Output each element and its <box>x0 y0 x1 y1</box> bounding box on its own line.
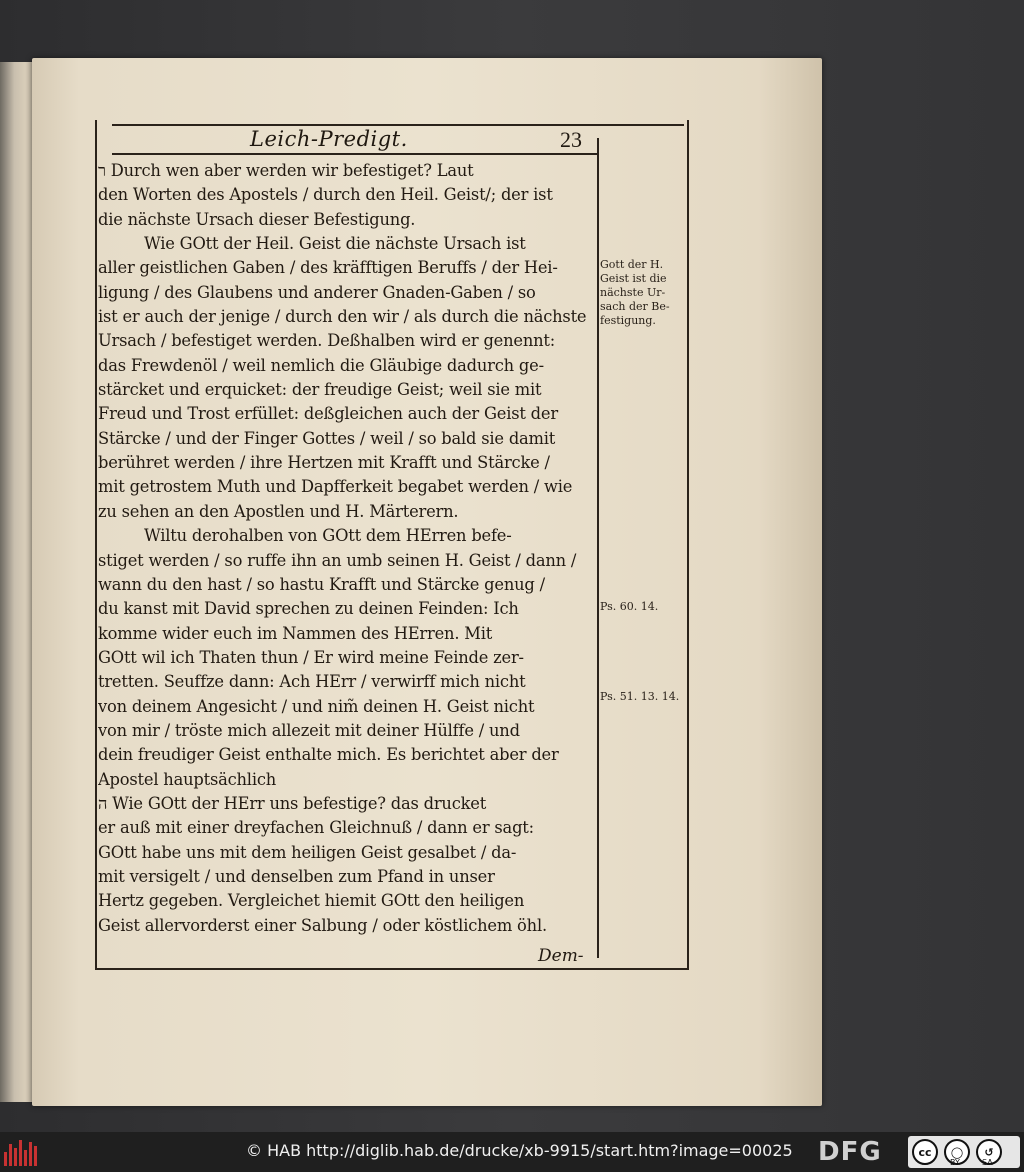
text-line: Stärcke / und der Finger Gottes / weil / so bald sie damit <box>98 428 556 448</box>
text-line: Wie GOtt der Heil. Geist die nächste Ursach ist <box>144 234 526 254</box>
text-line: ר Durch wen aber werden wir befestiget? Laut <box>98 161 474 180</box>
text-line: zu sehen an den Apostlen und H. Märterern. <box>98 501 459 521</box>
text-line: stärcket und erquicket: der freudige Geist; weil sie mit <box>98 380 542 400</box>
text-line: von deinem Angesicht / und nim̃ deinen H. Geist nicht <box>98 696 535 716</box>
margin-note-3 <box>600 690 680 704</box>
copyright-link[interactable]: © HAB http://diglib.hab.de/drucke/xb-9915/start.htm?image=00025 <box>246 1141 793 1160</box>
text-line: Wiltu derohalben von GOtt dem HErren befe- <box>144 526 512 546</box>
text-line: GOtt wil ich Thaten thun / Er wird meine Feinde zer- <box>98 647 524 667</box>
margin-note-line: nächste Ur- <box>600 286 666 299</box>
text-line: von mir / tröste mich allezeit mit deiner Hülffe / und <box>98 720 520 740</box>
text-line: ה Wie GOtt der HErr uns befestige? das drucket <box>98 793 487 813</box>
head-rule <box>112 153 597 155</box>
text-line: GOtt habe uns mit dem heiligen Geist gesalbet / da- <box>98 842 517 862</box>
margin-note-1 <box>600 258 680 328</box>
cc-icon: cc <box>912 1139 938 1165</box>
dfg-logo[interactable]: DFG <box>818 1137 882 1167</box>
text-line: berühret werden / ihre Hertzen mit Krafft und Stärcke / <box>98 453 550 473</box>
text-line: stiget werden / so ruffe ihn an umb seinen H. Geist / dann / <box>98 550 577 570</box>
text-line: den Worten des Apostels / durch den Heil. Geist/; der ist <box>98 185 553 205</box>
margin-note-line: festigung. <box>600 314 656 327</box>
text-line: das Frewdenöl / weil nemlich die Gläubige dadurch ge- <box>98 355 544 375</box>
text-line: die nächste Ursach dieser Befestigung. <box>98 209 416 229</box>
margin-note-line: Ps. 60. 14. <box>600 600 659 613</box>
text-line: tretten. Seuffze dann: Ach HErr / verwirff mich nicht <box>98 672 526 692</box>
text-line: ist er auch der jenige / durch den wir / als durch die nächste <box>98 307 587 327</box>
text-line: komme wider euch im Nammen des HErren. Mit <box>98 623 493 643</box>
text-line: er auß mit einer dreyfachen Gleichnuß / dann er sagt: <box>98 818 534 838</box>
text-line: du kanst mit David sprechen zu deinen Feinden: Ich <box>98 599 519 619</box>
by-icon: ◯ <box>944 1139 970 1165</box>
margin-rule <box>597 138 599 958</box>
sa-icon: ↺ <box>976 1139 1002 1165</box>
running-head: Leich-Predigt. <box>250 127 408 151</box>
text-line: dein freudiger Geist enthalte mich. Es berichtet aber der <box>98 745 559 765</box>
text-line: aller geistlichen Gaben / des kräfftigen Beruffs / der Hei- <box>98 258 558 278</box>
hab-logo-icon <box>4 1138 40 1166</box>
footer-bar <box>0 1132 1024 1172</box>
margin-note-2 <box>600 600 680 614</box>
top-rule <box>112 124 684 126</box>
text-line: mit getrostem Muth und Dapfferkeit begabet werden / wie <box>98 477 573 497</box>
book-spine <box>0 62 36 1102</box>
margin-note-line: Gott der H. <box>600 258 664 271</box>
text-line: wann du den hast / so hastu Krafft und Stärcke genug / <box>98 574 545 594</box>
text-line: Ursach / befestiget werden. Deßhalben wird er genennt: <box>98 331 556 351</box>
page-number: 23 <box>560 127 582 152</box>
catchword: Dem- <box>538 946 584 966</box>
text-line: mit versigelt / und denselben zum Pfand in unser <box>98 866 495 886</box>
sa-label: SA <box>982 1158 993 1167</box>
body-text <box>98 159 594 938</box>
text-line: Apostel hauptsächlich <box>98 769 277 789</box>
by-label: BY <box>950 1158 960 1167</box>
margin-note-line: Geist ist die <box>600 272 667 285</box>
text-line: Freud und Trost erfüllet: deßgleichen auch der Geist der <box>98 404 558 424</box>
text-line: Hertz gegeben. Vergleichet hiemit GOtt den heiligen <box>98 891 525 911</box>
margin-note-line: sach der Be- <box>600 300 670 313</box>
cc-license-badge[interactable] <box>908 1136 1020 1168</box>
text-line: Geist allervorderst einer Salbung / oder köstlichem öhl. <box>98 915 547 935</box>
text-line: ligung / des Glaubens und anderer Gnaden-Gaben / so <box>98 282 536 302</box>
margin-note-line: Ps. 51. 13. 14. <box>600 690 680 703</box>
